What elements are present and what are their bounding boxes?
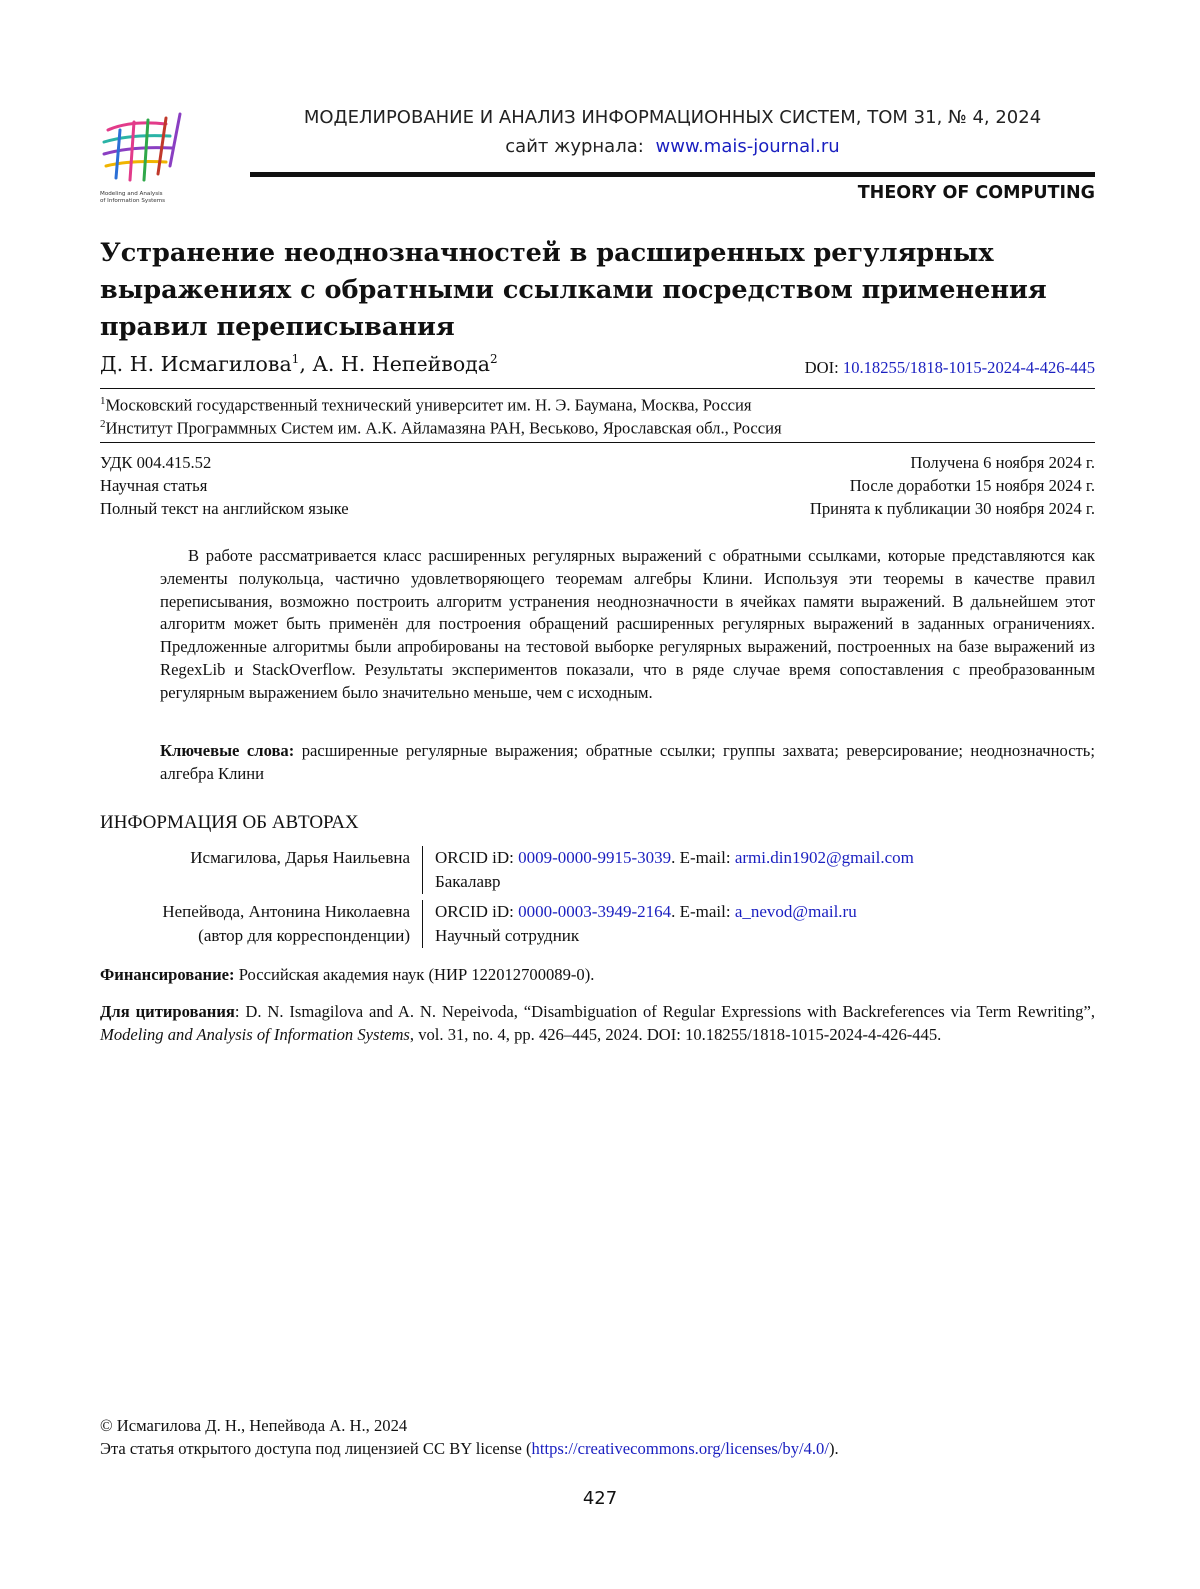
logo-caption-1: Modeling and Analysis bbox=[100, 191, 163, 197]
meta-row-2 bbox=[100, 476, 1095, 496]
journal-site-line bbox=[250, 136, 1095, 157]
author-info-row bbox=[100, 900, 1095, 948]
citation-text-2: , vol. 31, no. 4, pp. 426–445, 2024. DOI: 10.18255/1818-1015-2024-4-426-445. bbox=[409, 1025, 942, 1044]
keywords bbox=[160, 740, 1095, 786]
orcid-link[interactable]: 0009-0000-9915-3039 bbox=[518, 848, 672, 867]
orcid-link[interactable]: 0000-0003-3949-2164 bbox=[518, 902, 672, 921]
received-date: Получена 6 ноября 2024 г. bbox=[910, 453, 1095, 472]
author-1-sup: 1 bbox=[291, 352, 300, 367]
author-info-row bbox=[100, 846, 1095, 894]
orcid-label: ORCID iD: bbox=[435, 902, 519, 921]
author-2-sup: 2 bbox=[490, 352, 498, 367]
author-2: А. Н. Непейвода bbox=[312, 352, 491, 376]
meta-row-3 bbox=[100, 499, 1095, 519]
license-end: ). bbox=[828, 1439, 839, 1458]
article-title: Устранение неоднозначностей в расширенных регулярных выражениях с обратными ссылками посредством применения правил переписывания bbox=[100, 238, 1047, 342]
license-line bbox=[100, 1439, 839, 1459]
email-link[interactable]: armi.din1902@gmail.com bbox=[734, 848, 914, 867]
header-rule bbox=[250, 172, 1095, 177]
journal-logo-graphic bbox=[100, 108, 182, 188]
doi-link[interactable]: 10.18255/1818-1015-2024-4-426-445 bbox=[842, 358, 1095, 377]
author-info-name: Исмагилова, Дарья Наильевна bbox=[190, 848, 410, 867]
site-label: сайт журнала: bbox=[505, 136, 644, 157]
authors-line bbox=[100, 352, 498, 376]
affiliation-1 bbox=[100, 395, 752, 416]
affiliation-2-sup: 2 bbox=[100, 418, 106, 430]
author-separator: , bbox=[299, 352, 313, 376]
authors-info-table bbox=[100, 846, 1095, 948]
citation-text-1: : D. N. Ismagilova and A. N. Nepeivoda, “Disambiguation of Regular Expressions with Backreferences via Term Rewriting”, bbox=[234, 1002, 1095, 1021]
license-text: Эта статья открытого доступа под лицензией CC BY license ( bbox=[100, 1439, 532, 1458]
doi-label: DOI: bbox=[804, 358, 839, 377]
citation-journal: Modeling and Analysis of Information Systems bbox=[100, 1025, 410, 1044]
udk: УДК 004.415.52 bbox=[100, 453, 212, 472]
site-link[interactable]: www.mais-journal.ru bbox=[655, 136, 840, 157]
author-info-name-cell bbox=[100, 900, 422, 948]
affiliation-1-text: Московский государственный технический университет им. Н. Э. Баумана, Москва, Россия bbox=[105, 395, 752, 415]
author-info-name-cell bbox=[100, 846, 422, 894]
author-info-details bbox=[422, 900, 857, 948]
affiliation-2 bbox=[100, 418, 782, 439]
keywords-text: расширенные регулярные выражения; обратные ссылки; группы захвата; реверсирование; неоднозначность; алгебра Клини bbox=[160, 741, 1095, 783]
affiliations-rule bbox=[100, 442, 1095, 443]
journal-logo bbox=[100, 108, 182, 204]
email-label: . E-mail: bbox=[671, 848, 735, 867]
authors-info-heading: ИНФОРМАЦИЯ ОБ АВТОРАХ bbox=[100, 812, 359, 833]
accepted-date: Принята к публикации 30 ноября 2024 г. bbox=[809, 499, 1095, 518]
affiliation-1-sup: 1 bbox=[100, 395, 106, 407]
citation bbox=[100, 1000, 1095, 1046]
author-position: Научный сотрудник bbox=[435, 926, 580, 945]
authors-rule bbox=[100, 388, 1095, 389]
page-number: 427 bbox=[582, 1488, 618, 1509]
doi-line bbox=[805, 358, 1095, 378]
orcid-label: ORCID iD: bbox=[435, 848, 519, 867]
funding-text: Российская академия наук (НИР 122012700089-0). bbox=[234, 965, 595, 984]
citation-label: Для цитирования bbox=[100, 1002, 235, 1021]
logo-caption-2: of Information Systems bbox=[100, 197, 166, 204]
email-link[interactable]: a_nevod@mail.ru bbox=[734, 902, 857, 921]
affiliation-2-text: Институт Программных Систем им. А.К. Айламазяна РАН, Веськово, Ярославская обл., Россия bbox=[105, 418, 782, 438]
author-1: Д. Н. Исмагилова bbox=[100, 352, 292, 376]
journal-title: МОДЕЛИРОВАНИЕ И АНАЛИЗ ИНФОРМАЦИОННЫХ СИСТЕМ, ТОМ 31, № 4, 2024 bbox=[303, 107, 1042, 128]
author-info-name: Непейвода, Антонина Николаевна bbox=[162, 902, 410, 921]
funding bbox=[100, 965, 594, 985]
abstract: В работе рассматривается класс расширенных регулярных выражений с обратными ссылками, которые представляются как элементы полукольца, частично удовлетворяющего теоремам алгебры Клини. Используя эти теоремы в качестве правил переписывания, возможно построить алгоритм устранения неоднозначности в ячейках памяти выражений. В дальнейшем этот алгоритм может быть применён для построения обращений расширенных регулярных выражений в заданных ограничениях. Предложенные алгоритмы были апробированы на тестовой выборке регулярных выражений, построенных на базе выражений из RegexLib и StackOverflow. Результаты экспериментов показали, что в ряде случае время сопоставления с преобразованным регулярным выражением было значительно меньше, чем с исходным. bbox=[160, 546, 1095, 702]
funding-label: Финансирование: bbox=[100, 965, 235, 984]
section-label: THEORY OF COMPUTING bbox=[857, 183, 1095, 203]
revised-date: После доработки 15 ноября 2024 г. bbox=[849, 476, 1095, 495]
article-type: Научная статья bbox=[100, 476, 208, 495]
meta-row-1 bbox=[100, 453, 1095, 473]
copyright: © Исмагилова Д. Н., Непейвода А. Н., 2024 bbox=[100, 1416, 408, 1435]
author-position: Бакалавр bbox=[435, 872, 501, 891]
license-link[interactable]: https://creativecommons.org/licenses/by/4.0/ bbox=[531, 1439, 829, 1458]
language-note: Полный текст на английском языке bbox=[100, 499, 349, 518]
keywords-label: Ключевые слова: bbox=[160, 741, 295, 760]
author-info-role: (автор для корреспонденции) bbox=[198, 926, 410, 945]
author-info-details bbox=[422, 846, 914, 894]
email-label: . E-mail: bbox=[671, 902, 735, 921]
